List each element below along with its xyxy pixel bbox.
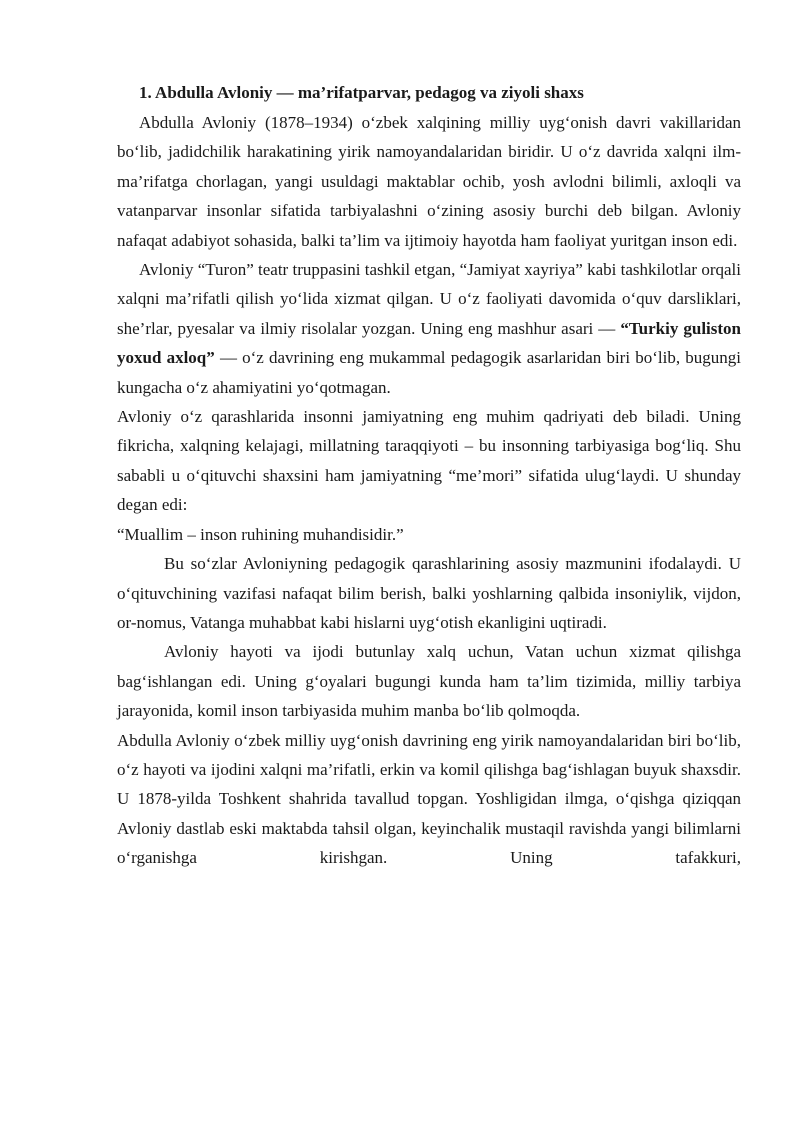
paragraph-legacy: Avloniy hayoti va ijodi butunlay xalq uchun, Vatan uchun xizmat qilishga bag‘ishlangan edi. Uning g‘oyalari bugungi kunda ham ta’lim tizimida, milliy tarbiya jarayonida, komil inson tarbiyasida muhim manba bo‘lib qolmoqda. — [117, 642, 741, 721]
paragraph-biography: Abdulla Avloniy o‘zbek milliy uyg‘onish davrining eng yirik namoyandalaridan biri bo‘lib, o‘z hayoti va ijodini xalqni ma’rifatli, erkin va komil qilishga bag‘ishlagan buyuk shaxsdir. U 1878-yilda Toshkent shahrida tavallud topgan. Yoshligidan ilmga, o‘qishga qiziqqan Avloniy dastlab eski maktabda tahsil olgan, keyinchalik mustaqil ravishda yangi bilimlarni o‘rganishga kirishgan. Uning tafakkuri, — [117, 730, 741, 868]
paragraph-meaning: Bu so‘zlar Avloniyning pedagogik qarashlarining asosiy mazmunini ifodalaydi. U o‘qituvchining vazifasi nafaqat bilim berish, balki yoshlarning qalbida insoniylik, vijdon, or-nomus, Vatanga muhabbat kabi hislarni uyg‘otish ekanligini uqtiradi. — [117, 554, 741, 632]
paragraph-turon-text-before: Avloniy “Turon” teatr truppasini tashkil etgan, “Jamiyat xayriya” kabi tashkilotlar orqali xalqni ma’rifatli qilish yo‘lida xizmat qilgan. U o‘z faoliyati davomida o‘quv darsliklari, she’rlar, pyesalar va ilmiy risolalar yozgan. Uning eng mashhur asari — — [117, 260, 741, 338]
section-heading: 1. Abdulla Avloniy — ma’rifatparvar, pedagog va ziyoli shaxs — [139, 83, 584, 102]
book-title: “Turkiy guliston yoxud axloq” — [117, 318, 741, 368]
quote-line: “Muallim – inson ruhining muhandisidir.” — [117, 524, 404, 544]
paragraph-intro: Abdulla Avloniy (1878–1934) o‘zbek xalqining milliy uyg‘onish davri vakillaridan bo‘lib, jadidchilik harakatining yirik namoyandalaridan biridir. U o‘z davrida xalqni ilm-ma’rifatga chorlagan, yangi usuldagi maktablar ochib, yosh avlodni bilimli, axloqli va vatanparvar insonlar sifatida tarbiyalashni o‘zining asosiy burchi deb bilgan. Avloniy nafaqat adabiyot sohasida, balki ta’lim va ijtimoiy hayotda ham faoliyat yuritgan inson edi. — [117, 113, 741, 250]
paragraph-turon-text-after: — o‘z davrining eng mukammal pedagogik asarlaridan biri bo‘lib, bugungi kungacha o‘z ahamiyatini yo‘qotmagan. — [117, 348, 741, 397]
paragraph-turon — [117, 255, 741, 402]
paragraph-views: Avloniy o‘z qarashlarida insonni jamiyatning eng muhim qadriyati deb biladi. Uning fikricha, xalqning kelajagi, millatning taraqqiyoti – bu insonning tarbiyasiga bog‘liq. Shu sababli u o‘qituvchi shaxsini ham jamiyatning “me’mori” sifatida ulug‘laydi. U shunday degan edi: — [117, 407, 741, 515]
document-page — [117, 78, 741, 873]
